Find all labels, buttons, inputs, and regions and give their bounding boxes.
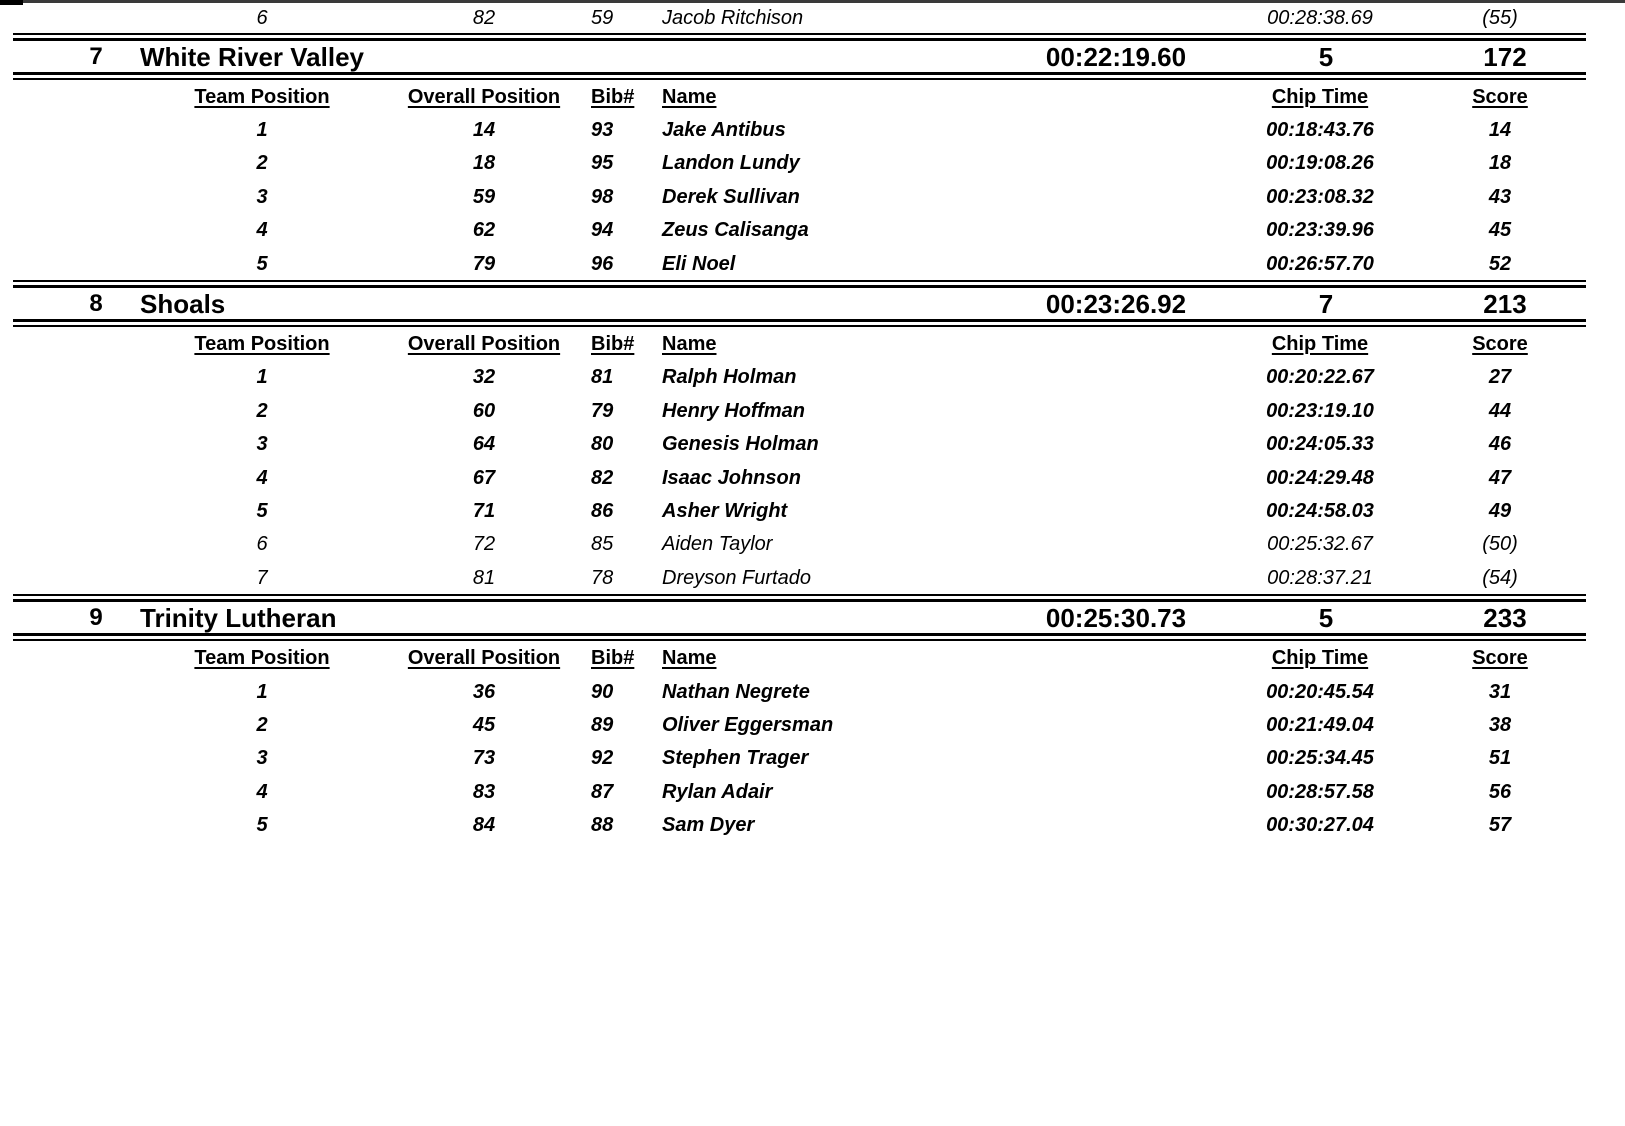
runner-overall-position: 36: [472, 680, 496, 703]
runner-row: [0, 113, 1625, 146]
runner-name: Zeus Calisanga: [662, 219, 809, 242]
runner-overall-position: 81: [472, 566, 496, 589]
col-header-bib: [591, 87, 662, 107]
team-name: Trinity Lutheran: [140, 602, 337, 633]
runner-score: 18: [1488, 152, 1512, 175]
runner-team-position: 1: [256, 366, 268, 389]
team-name: Shoals: [140, 288, 226, 319]
col-header-name-label: Name: [662, 85, 717, 108]
team-header-row: [0, 602, 1625, 633]
col-header-name-label: Name: [662, 333, 717, 356]
runner-bib: 85: [591, 533, 614, 556]
col-header-bib-label: Bib#: [591, 333, 635, 356]
runner-name: Jacob Ritchison: [662, 7, 804, 29]
runner-score: 14: [1488, 119, 1512, 142]
runner-chip-time: 00:23:08.32: [1266, 185, 1374, 208]
col-header-score-label: Score: [1472, 647, 1528, 670]
team-section: [0, 280, 1625, 594]
runner-row: [0, 394, 1625, 427]
col-header-overall-position-label: Overall Position: [407, 647, 561, 670]
runner-chip-time: 00:21:49.04: [1266, 713, 1374, 736]
col-header-team-position-label: Team Position: [194, 647, 330, 670]
runner-score: 56: [1488, 780, 1512, 803]
column-header-row: [0, 327, 1625, 360]
runner-overall-position: 79: [472, 252, 496, 275]
runner-row: [0, 494, 1625, 527]
runner-name: Sam Dyer: [662, 814, 755, 837]
runner-name: Derek Sullivan: [662, 185, 800, 208]
runner-team-position: 7: [256, 566, 268, 589]
runner-row: [0, 708, 1625, 741]
runner-score: 31: [1488, 680, 1512, 703]
runner-team-position: 4: [256, 466, 268, 489]
col-header-bib: [591, 334, 662, 354]
col-header-score: [1435, 334, 1565, 354]
runner-bib: 79: [591, 399, 614, 422]
col-header-bib-label: Bib#: [591, 85, 635, 108]
col-header-team-position: [187, 334, 337, 354]
runner-row: [0, 742, 1625, 775]
window-top-edge: [0, 0, 1625, 3]
team-results-report: [0, 3, 1625, 842]
col-header-overall-position-label: Overall Position: [407, 333, 561, 356]
runner-team-position: 3: [256, 185, 268, 208]
runner-row: [0, 808, 1625, 841]
runner-chip-time: 00:24:05.33: [1266, 433, 1374, 456]
team-section: [0, 33, 1625, 280]
team-header-row: [0, 288, 1625, 319]
runner-bib: 86: [591, 499, 614, 522]
runner-bib: 82: [591, 466, 614, 489]
col-header-chip-time: [1205, 334, 1435, 354]
team-finisher-count: 5: [1318, 41, 1334, 72]
column-header-row: [0, 80, 1625, 113]
runner-score: 45: [1488, 219, 1512, 242]
runner-row: [0, 461, 1625, 494]
runner-overall-position: 62: [472, 219, 496, 242]
col-header-name-label: Name: [662, 647, 717, 670]
runner-overall-position: 60: [472, 399, 496, 422]
col-header-overall-position: [401, 87, 567, 107]
runner-name: Ralph Holman: [662, 366, 797, 389]
team-runner-list: [0, 113, 1625, 280]
col-header-overall-position: [401, 648, 567, 668]
team-rank: 9: [89, 603, 103, 631]
runner-name: Stephen Trager: [662, 747, 809, 770]
col-header-score: [1435, 87, 1565, 107]
runner-bib: 98: [591, 185, 614, 208]
runner-team-position: 1: [256, 119, 268, 142]
col-header-team-position: [187, 87, 337, 107]
runner-team-position: 3: [256, 747, 268, 770]
team-divider-rule-top: [13, 594, 1586, 602]
runner-chip-time: 00:26:57.70: [1266, 252, 1374, 275]
runner-overall-position: 72: [472, 533, 496, 556]
runner-overall-position: 83: [472, 780, 496, 803]
runner-bib: 92: [591, 747, 614, 770]
runner-overall-position: 82: [472, 7, 496, 29]
team-divider-rule-top: [13, 33, 1586, 41]
runner-overall-position: 45: [472, 713, 496, 736]
col-header-bib: [591, 648, 662, 668]
runner-team-position: 1: [256, 680, 268, 703]
col-header-bib-label: Bib#: [591, 647, 635, 670]
runner-name: Landon Lundy: [662, 152, 800, 175]
runner-chip-time: 00:24:58.03: [1266, 499, 1374, 522]
runner-bib: 93: [591, 119, 614, 142]
runner-overall-position: 59: [472, 185, 496, 208]
runner-name: Genesis Holman: [662, 433, 819, 456]
runner-score: 52: [1488, 252, 1512, 275]
team-divider-rule-top: [13, 280, 1586, 288]
col-header-chip-time-label: Chip Time: [1271, 333, 1369, 356]
runner-name: Rylan Adair: [662, 780, 773, 803]
runner-name: Jake Antibus: [662, 119, 786, 142]
window-top-edge-corner: [0, 0, 23, 5]
runner-bib: 95: [591, 152, 614, 175]
runner-name: Dreyson Furtado: [662, 566, 811, 589]
col-header-overall-position: [401, 334, 567, 354]
runner-chip-time: 00:25:34.45: [1266, 747, 1374, 770]
col-header-score-label: Score: [1472, 333, 1528, 356]
team-rank: 8: [89, 289, 103, 317]
runner-score: 43: [1488, 185, 1512, 208]
team-section: [0, 594, 1625, 841]
runner-score: 47: [1488, 466, 1512, 489]
column-header-row: [0, 641, 1625, 674]
runner-chip-time: 00:18:43.76: [1266, 119, 1374, 142]
runner-row: [0, 180, 1625, 213]
runner-row: [0, 428, 1625, 461]
runner-bib: 90: [591, 680, 614, 703]
team-divider-rule-bottom: [13, 72, 1586, 80]
runner-row: [0, 214, 1625, 247]
runner-row: [0, 561, 1625, 594]
runner-team-position: 4: [256, 219, 268, 242]
runner-row: [0, 247, 1625, 280]
runner-team-position: 5: [256, 499, 268, 522]
col-header-name: [662, 334, 1205, 354]
runner-team-position: 5: [256, 814, 268, 837]
runner-bib: 80: [591, 433, 614, 456]
runner-score: 51: [1488, 747, 1512, 770]
col-header-score: [1435, 648, 1565, 668]
col-header-team-position-label: Team Position: [194, 85, 330, 108]
runner-score: 27: [1488, 366, 1512, 389]
team-points: 233: [1483, 602, 1527, 633]
runner-name: Aiden Taylor: [662, 533, 773, 556]
team-finisher-count: 5: [1318, 602, 1334, 633]
runner-row: [0, 528, 1625, 561]
runner-score: 57: [1488, 814, 1512, 837]
col-header-team-position: [187, 648, 337, 668]
runner-name: Asher Wright: [662, 499, 788, 522]
runner-team-position: 2: [256, 152, 268, 175]
runner-overall-position: 18: [472, 152, 496, 175]
runner-bib: 94: [591, 219, 614, 242]
runner-team-position: 2: [256, 713, 268, 736]
runner-chip-time: 00:23:19.10: [1266, 399, 1374, 422]
runner-team-position: 2: [256, 399, 268, 422]
runner-bib: 88: [591, 814, 614, 837]
runner-chip-time: 00:28:57.58: [1266, 780, 1374, 803]
runner-name: Isaac Johnson: [662, 466, 801, 489]
col-header-name: [662, 87, 1205, 107]
team-header-row: [0, 41, 1625, 72]
team-runner-list: [0, 675, 1625, 842]
col-header-overall-position-label: Overall Position: [407, 85, 561, 108]
team-runner-list: [0, 361, 1625, 595]
runner-bib: 89: [591, 713, 614, 736]
runner-overall-position: 84: [472, 814, 496, 837]
team-divider-rule-bottom: [13, 633, 1586, 641]
runner-team-position: 4: [256, 780, 268, 803]
runner-score: 44: [1488, 399, 1512, 422]
runner-overall-position: 73: [472, 747, 496, 770]
runner-chip-time: 00:28:37.21: [1267, 566, 1373, 589]
team-total-time: 00:23:26.92: [1045, 288, 1187, 319]
runner-bib: 87: [591, 780, 614, 803]
runner-bib: 59: [591, 7, 614, 29]
runner-overall-position: 32: [472, 366, 496, 389]
runner-team-position: 6: [256, 7, 268, 29]
col-header-chip-time: [1205, 87, 1435, 107]
runner-score: 46: [1488, 433, 1512, 456]
runner-overall-position: 64: [472, 433, 496, 456]
runner-chip-time: 00:23:39.96: [1266, 219, 1374, 242]
team-divider-rule-bottom: [13, 319, 1586, 327]
runner-row: [0, 675, 1625, 708]
runner-row: [0, 361, 1625, 394]
runner-chip-time: 00:20:22.67: [1266, 366, 1374, 389]
runner-score: (50): [1482, 533, 1518, 556]
runner-score: (55): [1482, 7, 1518, 29]
runner-name: Eli Noel: [662, 252, 736, 275]
runner-score: 49: [1488, 499, 1512, 522]
runner-overall-position: 67: [472, 466, 496, 489]
runner-overall-position: 71: [472, 499, 496, 522]
runner-bib: 81: [591, 366, 614, 389]
runner-chip-time: 00:25:32.67: [1267, 533, 1373, 556]
col-header-name: [662, 648, 1205, 668]
col-header-score-label: Score: [1472, 85, 1528, 108]
runner-row: [0, 147, 1625, 180]
col-header-chip-time-label: Chip Time: [1271, 85, 1369, 108]
runner-overall-position: 14: [472, 119, 496, 142]
runner-name: Oliver Eggersman: [662, 713, 834, 736]
overflow-runner-row: [0, 3, 1625, 33]
runner-bib: 96: [591, 252, 614, 275]
team-name: White River Valley: [140, 41, 364, 72]
team-rank: 7: [89, 42, 103, 70]
runner-row: [0, 775, 1625, 808]
team-total-time: 00:22:19.60: [1045, 41, 1187, 72]
runner-team-position: 3: [256, 433, 268, 456]
runner-score: 38: [1488, 713, 1512, 736]
runner-chip-time: 00:28:38.69: [1267, 7, 1373, 29]
team-points: 213: [1483, 288, 1527, 319]
runner-chip-time: 00:24:29.48: [1266, 466, 1374, 489]
col-header-chip-time-label: Chip Time: [1271, 647, 1369, 670]
runner-name: Nathan Negrete: [662, 680, 810, 703]
team-finisher-count: 7: [1318, 288, 1334, 319]
runner-chip-time: 00:19:08.26: [1266, 152, 1374, 175]
runner-chip-time: 00:30:27.04: [1266, 814, 1374, 837]
runner-score: (54): [1482, 566, 1518, 589]
col-header-chip-time: [1205, 648, 1435, 668]
team-total-time: 00:25:30.73: [1045, 602, 1187, 633]
team-points: 172: [1483, 41, 1527, 72]
runner-name: Henry Hoffman: [662, 399, 805, 422]
runner-team-position: 5: [256, 252, 268, 275]
col-header-team-position-label: Team Position: [194, 333, 330, 356]
runner-team-position: 6: [256, 533, 268, 556]
runner-bib: 78: [591, 566, 614, 589]
runner-chip-time: 00:20:45.54: [1266, 680, 1374, 703]
